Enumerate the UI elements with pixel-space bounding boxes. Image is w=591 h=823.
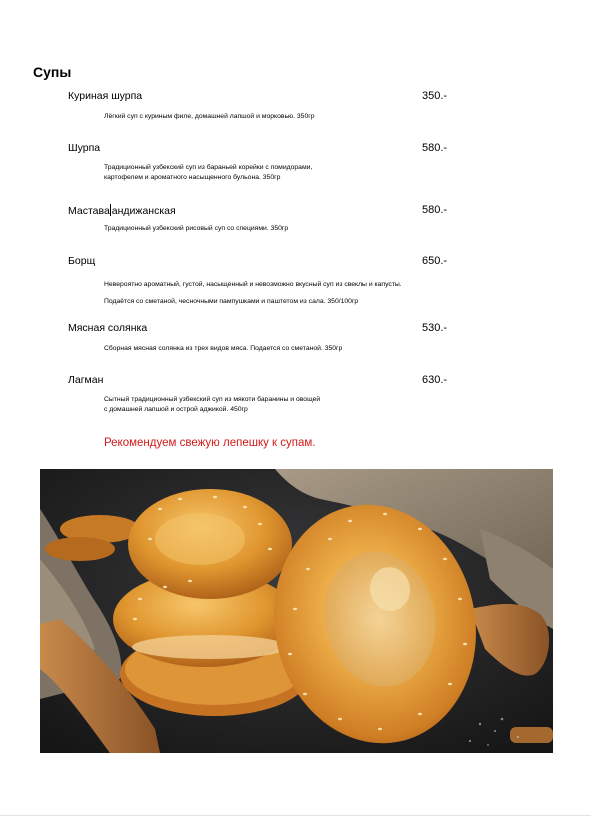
flatbread-photo [40,469,553,753]
item-name-part: Мастава [68,205,110,217]
recommendation-note: Рекомендуем свежую лепешку к супам. [104,437,316,449]
item-name: Куриная шурпа [68,90,143,102]
description-line: Сборная мясная солянка из трех видов мяса. Подается со сметаной. 350гр [104,345,343,352]
page-divider [0,815,591,816]
description-line: Традиционный узбекский суп из бараньей корейки с помидорами, [104,164,313,171]
item-price: 630.- [422,374,448,386]
item-name: Мясная солянка [68,322,148,334]
description-line: Невероятно ароматный, густой, насыщенный и невозможно вкусный суп из свеклы и капусты. [104,281,402,288]
item-description [104,395,444,415]
item-description [104,276,444,310]
description-line: Подаётся со сметаной, чесночными пампушками и паштетом из сала. 350/100гр [104,298,359,305]
description-line: Лёгкий суп с куриным филе, домашней лапшой и морковью. 350гр [104,113,315,120]
description-line: картофелем и ароматного насыщенного бульона. 350гр [104,174,281,181]
section-title: Супы [33,64,72,80]
description-line: Сытный традиционный узбекский суп из мякоти баранины и овощей [104,396,321,403]
item-name [68,204,176,217]
item-price: 530.- [422,322,448,334]
item-name: Шурпа [68,142,101,154]
description-line: с домашней лапшой и острой аджикой. 450гр [104,406,248,413]
item-price: 650.- [422,255,448,267]
item-price: 580.- [422,204,448,216]
item-description [104,344,444,354]
description-line: Традиционный узбекский рисовый суп со специями. 350гр [104,225,289,232]
item-price: 580.- [422,142,448,154]
item-price: 350.- [422,90,448,102]
item-name: Борщ [68,255,96,267]
item-name: Лагман [68,374,104,386]
item-description [104,163,444,183]
item-description [104,224,444,234]
item-description [104,112,444,122]
item-name-part: андижанская [111,205,176,217]
